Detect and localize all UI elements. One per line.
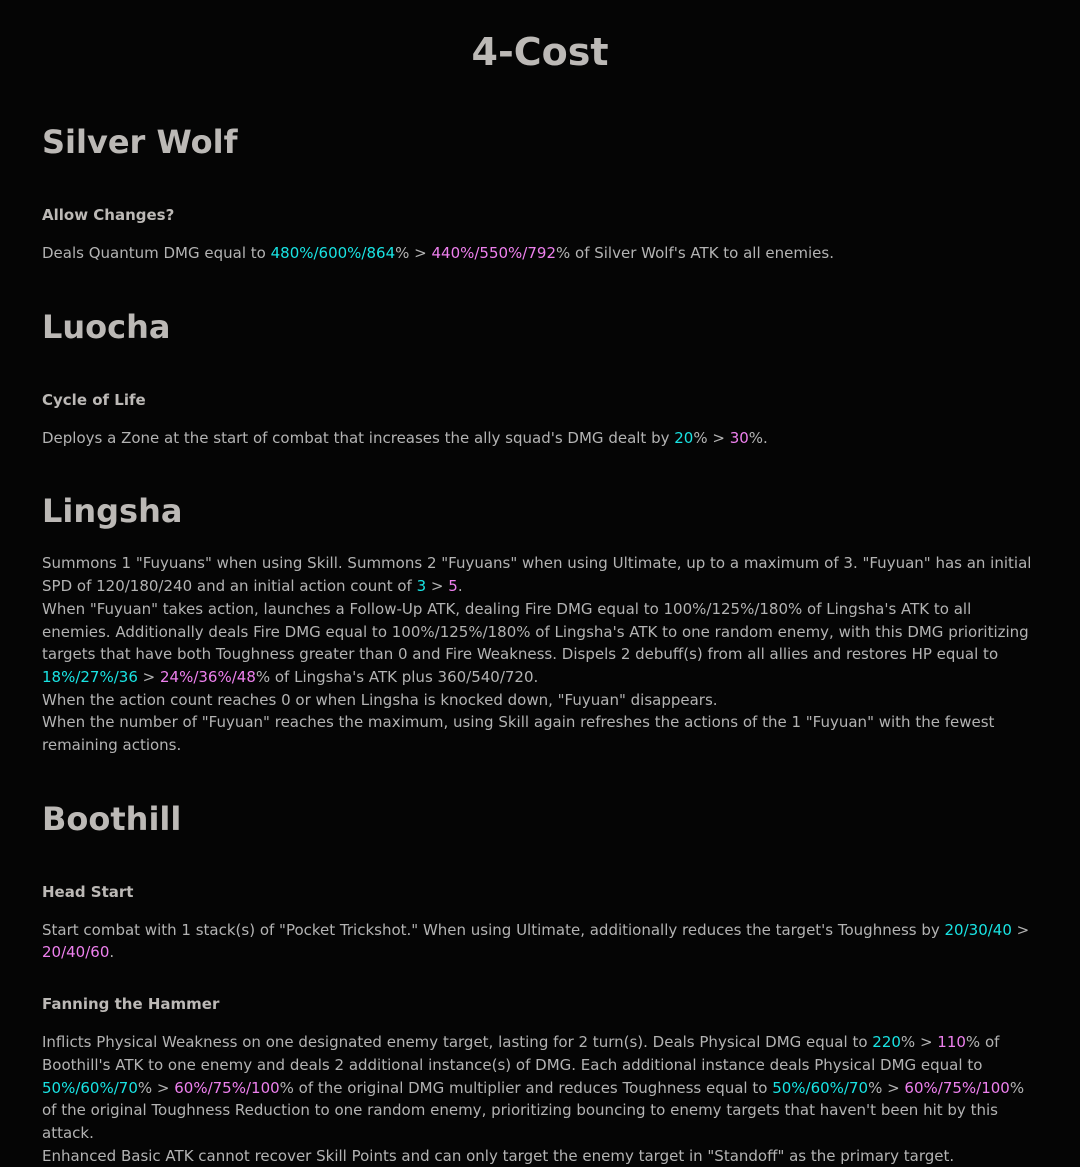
text: % > xyxy=(693,428,730,447)
character-section-boothill xyxy=(42,799,1038,1167)
old-value: 50%/60%/70 xyxy=(772,1078,869,1097)
text: % of Boothill's ATK to one enemy and deals 2 additional instance(s) of DMG. Each additional instance deals Physical DMG equal to xyxy=(42,1033,1000,1074)
old-value: 3 xyxy=(416,577,427,596)
text: Inflicts Physical Weakness on one designated enemy target, lasting for 2 turn(s). Deals Physical DMG equal to xyxy=(42,1033,873,1052)
new-value: 60%/75%/100 xyxy=(174,1078,280,1097)
skill-name: Cycle of Life xyxy=(42,390,146,409)
old-value: 220 xyxy=(872,1033,901,1052)
character-name: Boothill xyxy=(42,799,182,838)
text: % > xyxy=(395,244,432,262)
character-section-luocha xyxy=(42,307,1038,450)
old-value: 50%/60%/70 xyxy=(42,1078,138,1097)
description-paragraph xyxy=(42,552,1038,597)
text: %. xyxy=(748,428,768,447)
text: % of Lingsha's ATK plus 360/540/720. xyxy=(255,667,539,686)
old-value: 480%/600%/864 xyxy=(270,244,396,262)
new-value: 440%/550%/792 xyxy=(431,244,556,262)
text: Start combat with 1 stack(s) of "Pocket Trickshot." When using Ultimate, additionally reduces the target's Toughness by xyxy=(42,920,945,939)
new-value: 30 xyxy=(729,428,749,447)
character-name: Silver Wolf xyxy=(42,123,238,161)
skill-description xyxy=(42,427,1038,450)
description-paragraph xyxy=(42,598,1038,689)
description-paragraph: When the number of "Fuyuan" reaches the maximum, using Skill again refreshes the actions of the 1 "Fuyuan" with the fewest remaining actions. xyxy=(42,713,995,755)
text: > xyxy=(1011,920,1030,939)
character-name: Luocha xyxy=(42,307,171,346)
text: % of Silver Wolf's ATK to all enemies. xyxy=(556,244,834,262)
page-title: 4-Cost xyxy=(471,30,609,74)
description-paragraph xyxy=(42,1031,1038,1145)
text: % > xyxy=(868,1078,905,1097)
text: > xyxy=(137,667,160,686)
text: % > xyxy=(137,1078,175,1097)
character-section-silver-wolf xyxy=(42,122,1038,265)
text: % of the original Toughness Reduction to one random enemy, prioritizing bouncing to enemy targets that haven't been hit by this attack. xyxy=(42,1078,1025,1142)
skill-name: Head Start xyxy=(42,882,134,901)
new-value: 24%/36%/48 xyxy=(159,667,256,686)
text: . xyxy=(457,577,463,596)
text: Deals Quantum DMG equal to xyxy=(42,244,271,262)
text: . xyxy=(109,943,115,962)
description-paragraph: Enhanced Basic ATK cannot recover Skill Points and can only target the enemy target in "Standoff" as the primary target. xyxy=(42,1146,955,1165)
text: % of the original DMG multiplier and reduces Toughness equal to xyxy=(279,1078,773,1097)
character-section-lingsha xyxy=(42,491,1038,756)
new-value: 20/40/60 xyxy=(42,943,110,962)
text: When "Fuyuan" takes action, launches a Follow-Up ATK, dealing Fire DMG equal to 100%/125%/180% of Lingsha's ATK to all enemies. Additionally deals Fire DMG equal to 100%/125%/180% of Lingsha's ATK to one random enemy, with this DMG prioritizing targets that have both Toughness greater than 0 and Fire Weakness. Dispels 2 debuff(s) from all allies and restores HP equal to xyxy=(42,599,1029,664)
skill-description xyxy=(42,242,1038,265)
text: Summons 1 "Fuyuans" when using Skill. Summons 2 "Fuyuans" when using Ultimate, up to a maximum of 3. "Fuyuan" has an initial SPD of 120/180/240 and an initial action count of xyxy=(42,554,1032,596)
new-value: 60%/75%/100 xyxy=(904,1078,1010,1097)
text: % > xyxy=(900,1033,938,1052)
old-value: 20 xyxy=(674,428,694,447)
skill-name: Fanning the Hammer xyxy=(42,995,220,1014)
old-value: 18%/27%/36 xyxy=(42,667,138,686)
text: > xyxy=(426,577,449,596)
skill-name: Allow Changes? xyxy=(42,206,175,224)
text: Deploys a Zone at the start of combat that increases the ally squad's DMG dealt by xyxy=(42,428,675,447)
new-value: 5 xyxy=(448,577,458,596)
skill-description xyxy=(42,1031,1038,1167)
character-name: Lingsha xyxy=(42,492,183,531)
description-paragraph: When the action count reaches 0 or when Lingsha is knocked down, "Fuyuan" disappears. xyxy=(42,690,718,709)
skill-description xyxy=(42,919,1038,964)
new-value: 110 xyxy=(937,1033,966,1052)
old-value: 20/30/40 xyxy=(944,920,1012,939)
skill-description xyxy=(42,552,1038,756)
